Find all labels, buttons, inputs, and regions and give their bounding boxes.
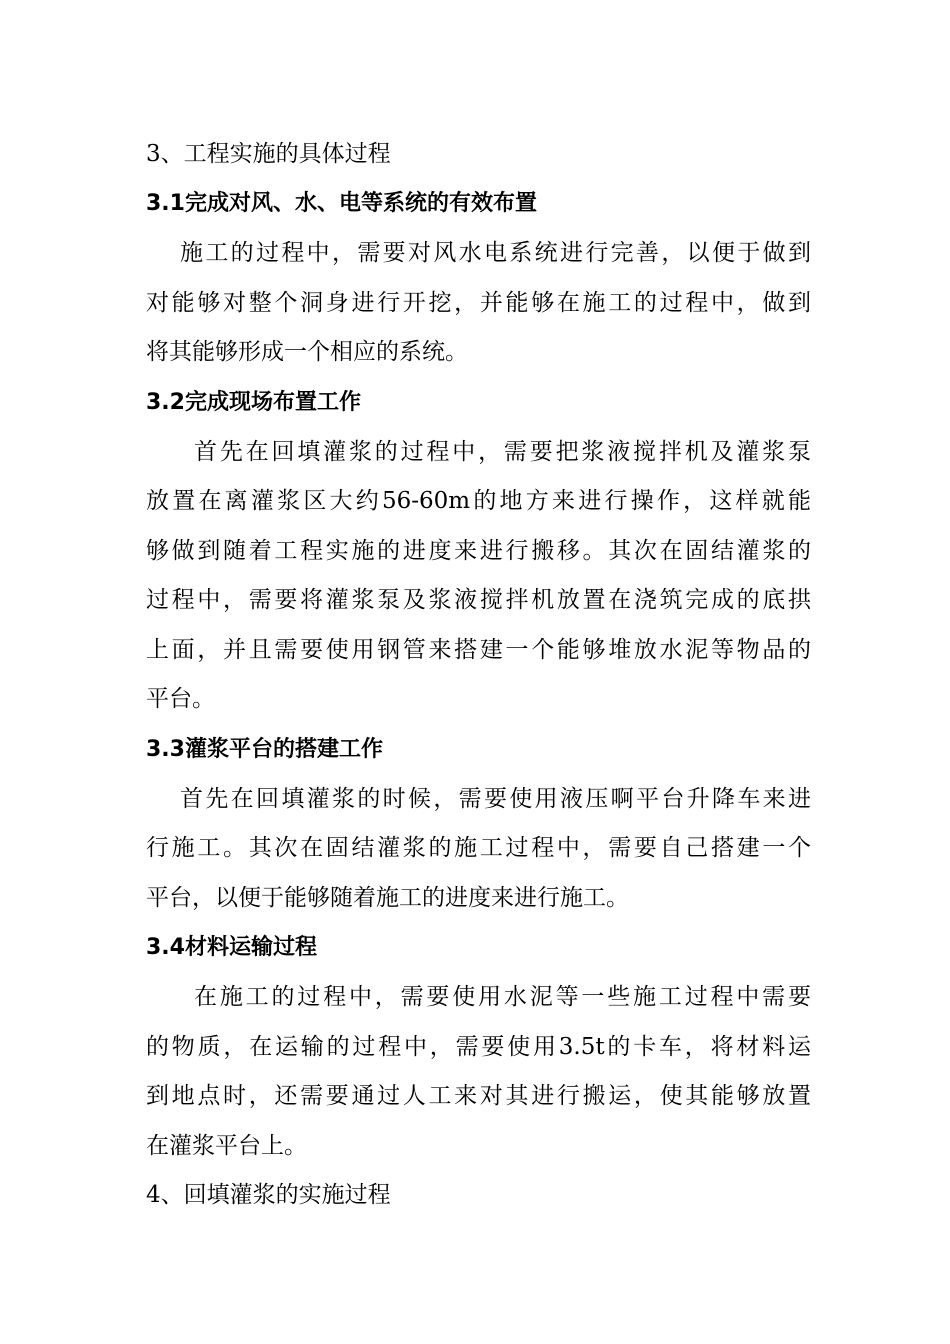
paragraph-line: 施工的过程中，需要对风水电系统进行完善，以便于做到 [180,240,811,266]
paragraph-line: 平台，以便于能够随着施工的进度来进行施工。 [146,884,629,911]
paragraph-3-2 [146,428,811,725]
paragraph-3-3 [146,775,811,924]
paragraph-line: 平台。 [146,686,215,712]
section-title-3-2: 3.2完成现场布置工作 [146,389,361,415]
section-title-3-1: 3.1完成对风、水、电等系统的有效布置 [146,191,537,216]
paragraph-line: 放置在离灌浆区大约56-60m的地方来进行操作，这样就能 [146,488,811,514]
paragraph-3-4 [146,973,811,1171]
paragraph-line: 的物质，在运输的过程中，需要使用3.5t的卡车，将材料运 [146,1033,811,1060]
section-heading-4: 4、回填灌浆的实施过程 [146,1182,391,1208]
paragraph-line: 首先在回填灌浆的时候，需要使用液压啊平台升降车来进 [180,785,811,812]
paragraph-line: 首先在回填灌浆的过程中，需要把浆液搅拌机及灌浆泵 [194,438,811,465]
paragraph-line: 够做到随着工程实施的进度来进行搬移。其次在固结灌浆的 [146,537,811,564]
paragraph-3-1 [146,229,811,378]
paragraph-line: 在灌浆平台上。 [146,1132,307,1159]
section-title-3-3: 3.3灌浆平台的搭建工作 [146,736,383,762]
paragraph-line: 在施工的过程中，需要使用水泥等一些施工过程中需要 [194,984,811,1010]
paragraph-line: 将其能够形成一个相应的系统。 [146,339,468,365]
paragraph-line: 对能够对整个洞身进行开挖，并能够在施工的过程中，做到 [146,289,811,316]
section-title-3-4: 3.4材料运输过程 [146,935,317,960]
document-content [146,130,811,1220]
paragraph-line: 行施工。其次在固结灌浆的施工过程中，需要自己搭建一个 [146,835,811,861]
section-heading-3: 3、工程实施的具体过程 [146,141,391,167]
paragraph-line: 过程中，需要将灌浆泵及浆液搅拌机放置在浇筑完成的底拱 [146,587,811,613]
paragraph-line: 到地点时，还需要通过人工来对其进行搬运，使其能够放置 [146,1083,811,1109]
paragraph-line: 上面，并且需要使用钢管来搭建一个能够堆放水泥等物品的 [146,636,811,663]
